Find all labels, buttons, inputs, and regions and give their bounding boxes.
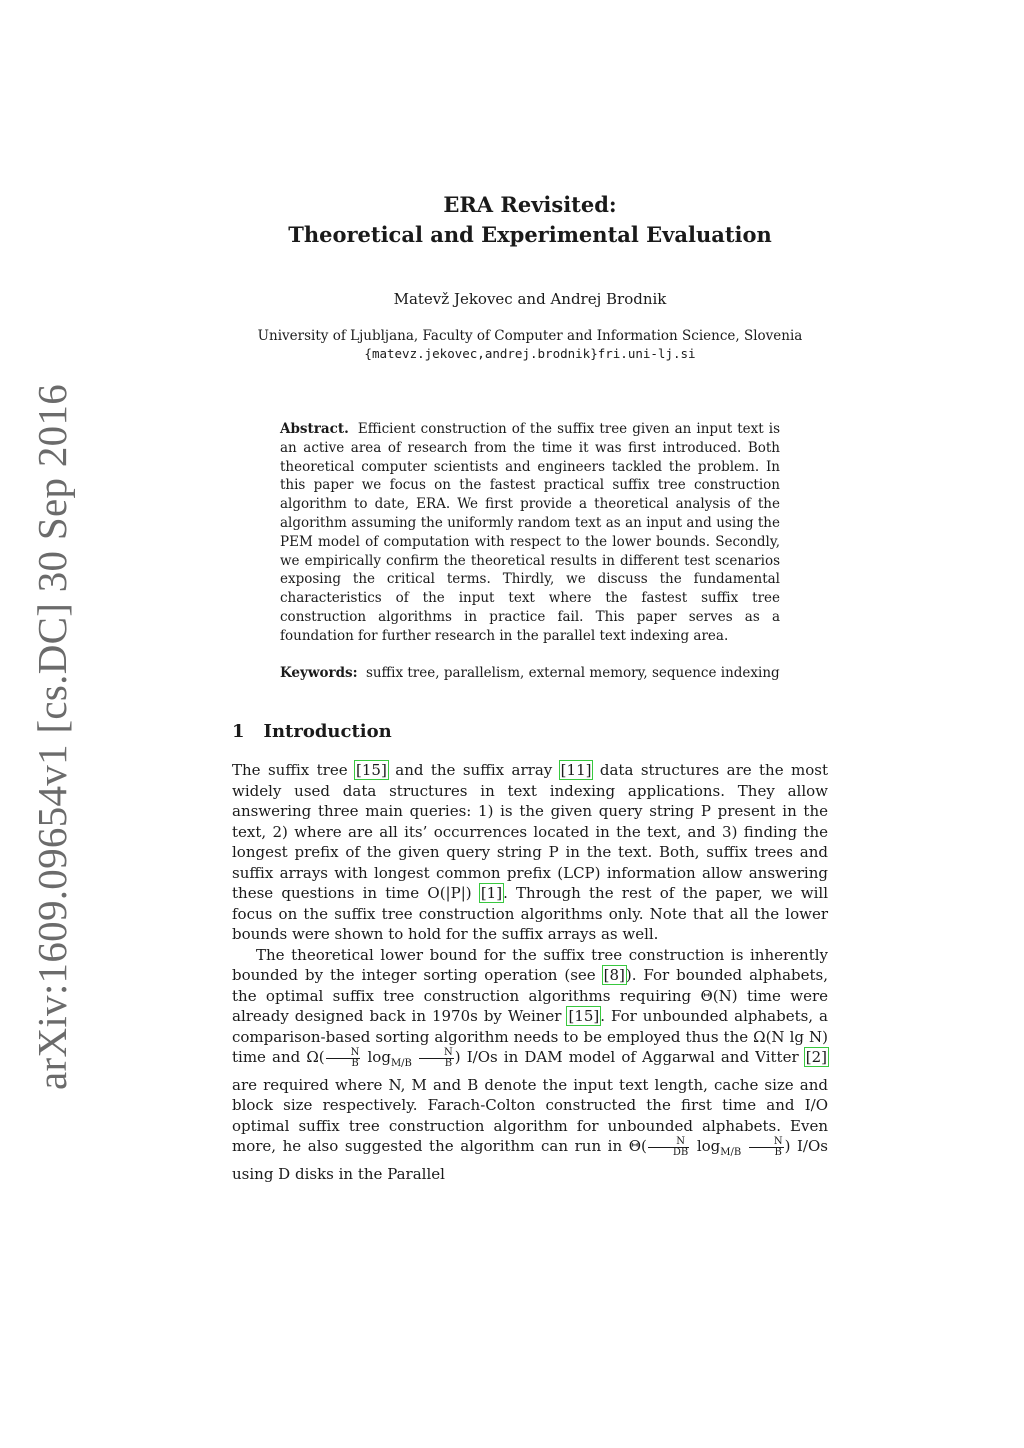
text-run: . For unbounded alphabets, a comparison-based sorting algorithm needs to be employed thus the Ω(N lg N) time and Ω( bbox=[232, 1007, 828, 1067]
keywords-label: Keywords: bbox=[280, 664, 358, 681]
subscript: M/B bbox=[390, 1058, 412, 1070]
fraction bbox=[648, 1137, 689, 1158]
fraction bbox=[749, 1137, 784, 1158]
text-run: data structures are the most widely used data structures in text indexing applications. They allow answering three main queries: 1) is the given query string P present in the text, 2) where are all its’ occurrences located in the text, and 3) finding the longest prefix of the given query string P in the text. Both, suffix trees and suffix arrays with longest common prefix (LCP) information allow answering these questions in time O(|P|) bbox=[232, 761, 828, 903]
citation-link[interactable]: [1] bbox=[480, 884, 503, 903]
section-title: Introduction bbox=[263, 721, 392, 743]
citation-link[interactable]: [15] bbox=[568, 1007, 600, 1026]
keywords-text: suffix tree, parallelism, external memory, sequence indexing bbox=[365, 664, 780, 681]
fraction-denominator: DB bbox=[672, 1146, 689, 1158]
paragraph-1 bbox=[232, 760, 828, 945]
introduction-body bbox=[232, 760, 828, 1184]
citation-link[interactable]: [8] bbox=[603, 966, 625, 985]
text-run: log bbox=[361, 1048, 391, 1067]
affiliation-block bbox=[232, 327, 828, 363]
fraction-denominator: B bbox=[351, 1057, 359, 1069]
abstract-label: Abstract. bbox=[280, 421, 349, 437]
paragraph-2 bbox=[232, 945, 828, 1185]
text-run: ). For bounded alphabets, the optimal suffix tree construction algorithms requiring Θ(N) time were already designed back in 1970s by Weiner bbox=[232, 966, 828, 1026]
subscript: M/B bbox=[720, 1147, 742, 1159]
text-run: are required where N, M and B denote the input text length, cache size and block size respectively. Farach-Colton constructed the first time and I/O optimal suffix tree construction algorithm for unbounded alphabets. Even more, he also suggested the algorithm can run in Θ( bbox=[232, 1075, 828, 1156]
text-run: ) I/Os using D disks in the Parallel bbox=[232, 1137, 828, 1183]
keywords bbox=[280, 664, 780, 683]
abstract-text: Efficient construction of the suffix tree given an input text is an active area of research from the time it was first introduced. Both theoretical computer scientists and engineers tackled the problem. In this paper we focus on the fastest practical suffix tree construction algorithm to date, ERA. We first provide a theoretical analysis of the algorithm assuming the uniformly random text as an input and using the PEM model of computation with respect to the lower bounds. Secondly, we empirically confirm the theoretical results in different test scenarios exposing the critical terms. Thirdly, we discuss the fundamental characteristics of the input text where the fastest suffix tree construction algorithms in practice fail. This paper serves as a foundation for further research in the parallel text indexing area. bbox=[280, 421, 780, 644]
authors: Matevž Jekovec and Andrej Brodnik bbox=[393, 290, 667, 308]
citation-link[interactable]: [15] bbox=[356, 761, 387, 780]
title-line-2: Theoretical and Experimental Evaluation bbox=[288, 222, 772, 247]
arxiv-identifier: arXiv:1609.09654v1 [cs.DC] 30 Sep 2016 bbox=[29, 383, 75, 1090]
paper-title bbox=[232, 190, 828, 250]
section-heading-introduction bbox=[232, 721, 828, 742]
author-emails: {matevz.jekovec,andrej.brodnik}fri.uni-lj.si bbox=[364, 346, 696, 361]
citation-link[interactable]: [2] bbox=[805, 1048, 827, 1067]
text-run: . Through the rest of the paper, we will focus on the suffix tree construction algorithms only. Note that all the lower bounds were shown to hold for the suffix arrays as well. bbox=[232, 884, 829, 944]
fraction bbox=[326, 1048, 361, 1069]
fraction-numerator: N bbox=[326, 1048, 361, 1059]
citation-link[interactable]: [11] bbox=[560, 761, 592, 780]
text-run: ) I/Os in DAM model of Aggarwal and Vitter bbox=[454, 1048, 805, 1067]
fraction-numerator: N bbox=[419, 1048, 454, 1059]
text-run: log bbox=[690, 1137, 721, 1156]
fraction-denominator: B bbox=[444, 1057, 453, 1069]
text-run: and the suffix array bbox=[387, 761, 560, 780]
abstract bbox=[280, 420, 780, 646]
paper-page bbox=[232, 190, 828, 1184]
fraction-denominator: B bbox=[774, 1146, 782, 1158]
title-line-1: ERA Revisited: bbox=[443, 192, 617, 217]
affiliation: University of Ljubljana, Faculty of Computer and Information Science, Slovenia bbox=[257, 328, 803, 344]
section-number: 1 bbox=[232, 721, 245, 743]
text-run: The theoretical lower bound for the suffix tree construction is inherently bounded by the integer sorting operation (see bbox=[232, 945, 828, 985]
fraction-numerator: N bbox=[749, 1137, 784, 1148]
fraction-numerator: N bbox=[648, 1137, 689, 1148]
fraction bbox=[419, 1048, 454, 1069]
text-run: The suffix tree bbox=[232, 761, 356, 780]
